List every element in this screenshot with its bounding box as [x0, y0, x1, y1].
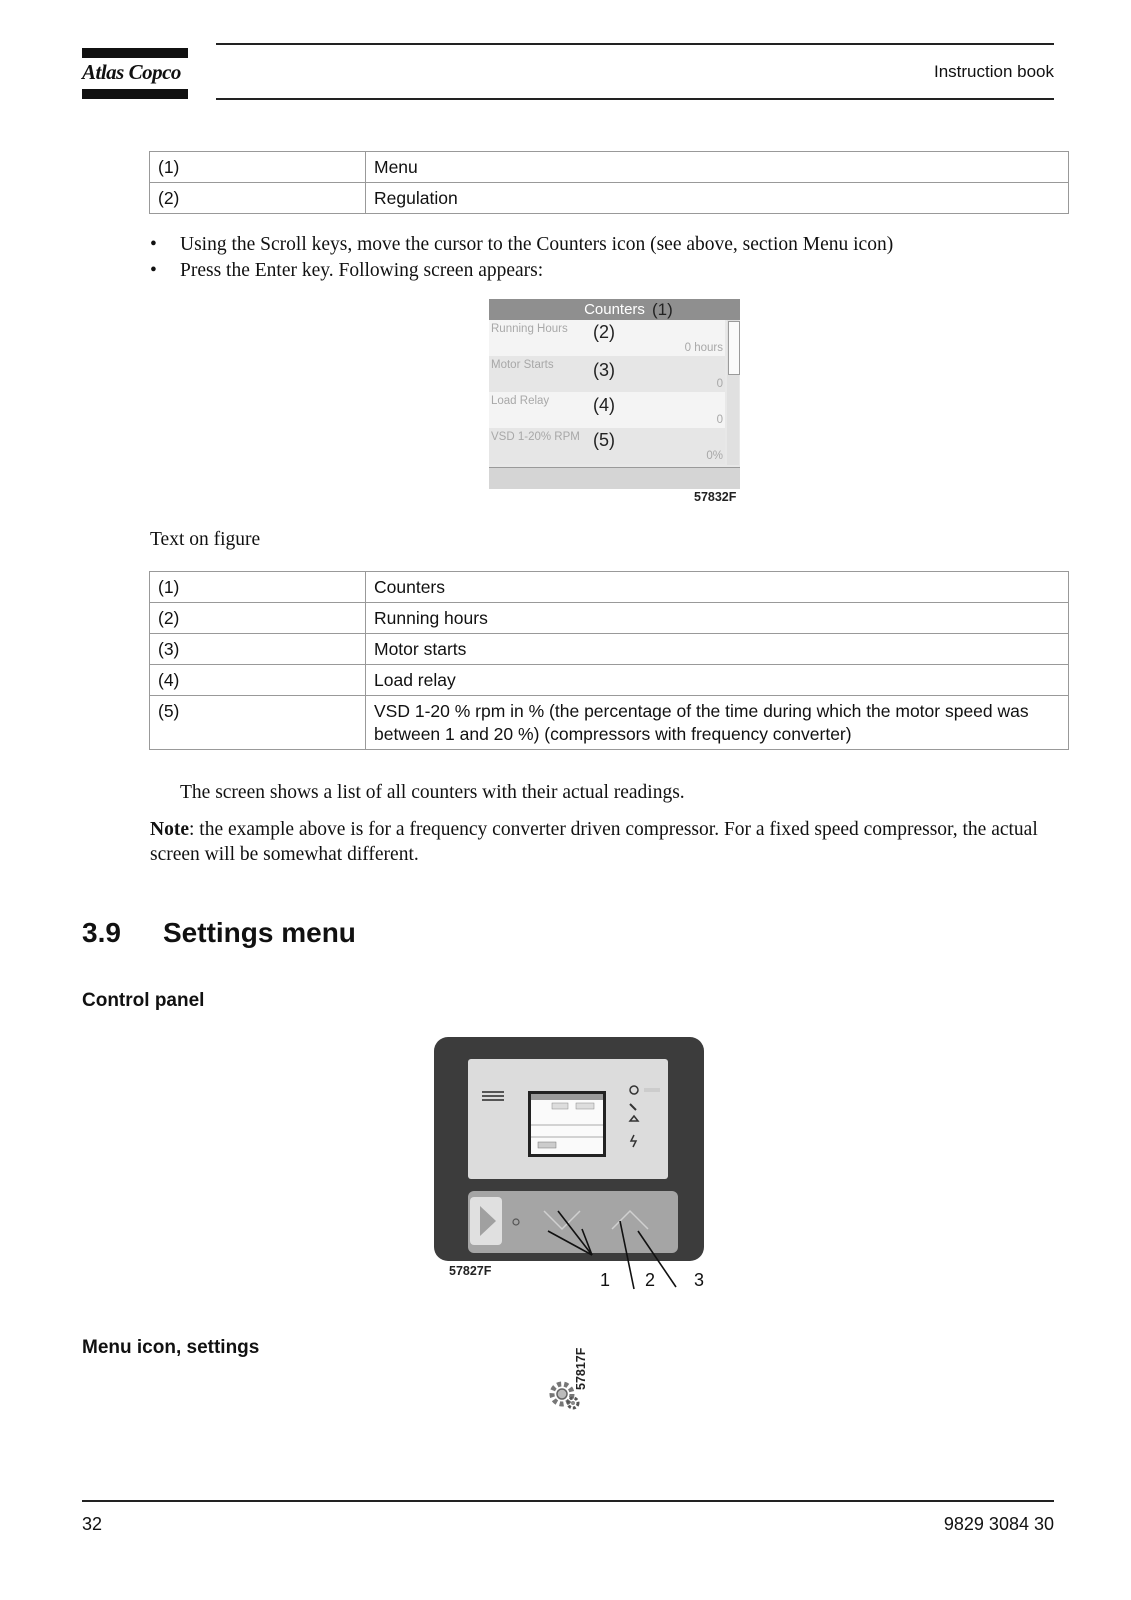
panel-figure-code: 57827F: [449, 1264, 492, 1278]
company-logo: Atlas Copco: [82, 60, 181, 84]
section-title: Settings menu: [163, 917, 356, 948]
note-text: : the example above is for a frequency converter driven compressor. For a fixed speed compressor, the actual screen will be somewhat different.: [150, 819, 1038, 865]
callout-1: (1): [652, 300, 673, 319]
logo-bar-top: [82, 48, 188, 58]
table-cell-num: (2): [150, 183, 366, 214]
page-number: 32: [82, 1514, 103, 1534]
bullet-dot-icon: •: [150, 260, 157, 281]
screen-title-text: Counters: [584, 301, 645, 318]
control-panel-drawing: [432, 1031, 722, 1301]
screen-row-label: Running Hours: [491, 323, 568, 335]
menu-icon-figure-code: 57817F: [574, 1347, 588, 1390]
callout-2: (2): [593, 322, 615, 342]
table-cell-text: Load relay: [366, 665, 1069, 696]
callout-5: (5): [593, 430, 615, 450]
table-cell-text: Running hours: [366, 603, 1069, 634]
screen-row-label: VSD 1-20% RPM: [491, 431, 580, 443]
bullet-text: Using the Scroll keys, move the cursor to the Counters icon (see above, section Menu icon): [180, 234, 894, 255]
table-row: [150, 603, 1069, 634]
screen-row-value: 0 hours: [684, 342, 723, 354]
screen-row-label: Motor Starts: [491, 359, 554, 371]
screen-scrollbar-thumb: [728, 321, 740, 375]
bullet-dot-icon: •: [150, 234, 157, 255]
callout-3: (3): [593, 360, 615, 380]
table-cell-num: (4): [150, 665, 366, 696]
table-row: [150, 152, 1069, 183]
header-title: Instruction book: [933, 62, 1054, 81]
bullet-item: [150, 232, 893, 258]
table-cell-num: (3): [150, 634, 366, 665]
note-paragraph: [150, 817, 1060, 867]
paragraph: The screen shows a list of all counters with their actual readings.: [180, 782, 685, 803]
instruction-bullets: [150, 232, 893, 284]
screen-title: [489, 299, 740, 320]
section-number: 3.9: [82, 917, 121, 948]
menu-regulation-table: [149, 151, 1069, 214]
screen-bottom-bar: [489, 467, 740, 489]
panel-callout-2: 2: [645, 1270, 656, 1290]
panel-callout-3: 3: [694, 1270, 705, 1290]
table-cell-text: Motor starts: [366, 634, 1069, 665]
text-on-figure: Text on figure: [150, 529, 261, 550]
header-rule-bottom: [216, 98, 1054, 100]
screen-row-label: Load Relay: [491, 395, 550, 407]
table-row: [150, 183, 1069, 214]
header-rule-top: [216, 43, 1054, 45]
table-cell-text: Counters: [366, 572, 1069, 603]
counters-legend-table: [149, 571, 1069, 750]
bullet-item: [150, 258, 893, 284]
callout-4: (4): [593, 395, 615, 415]
table-cell-text: Menu: [366, 152, 1069, 183]
note-label: Note: [150, 819, 189, 840]
table-cell-num: (2): [150, 603, 366, 634]
document-number: 9829 3084 30: [943, 1514, 1054, 1534]
screen-row-value: 0%: [706, 450, 723, 462]
control-panel-heading: Control panel: [82, 990, 205, 1011]
table-cell-num: (1): [150, 572, 366, 603]
footer-rule: [82, 1500, 1054, 1502]
screen-row-value: 0: [716, 378, 723, 390]
table-row: [150, 634, 1069, 665]
table-cell-num: (1): [150, 152, 366, 183]
table-row: [150, 696, 1069, 750]
table-row: [150, 572, 1069, 603]
screen-row-value: 0: [716, 414, 723, 426]
panel-callout-1: 1: [600, 1270, 611, 1290]
menu-icon-heading: Menu icon, settings: [82, 1337, 260, 1358]
table-cell-num: (5): [150, 696, 366, 750]
table-row: [150, 665, 1069, 696]
table-cell-text: VSD 1-20 % rpm in % (the percentage of the time during which the motor speed was between 1 and 20 %) (compressors with frequency converter): [366, 696, 1069, 750]
table-cell-text: Regulation: [366, 183, 1069, 214]
figure-code: 57832F: [694, 490, 737, 504]
logo-bar-bottom: [82, 89, 188, 99]
bullet-text: Press the Enter key. Following screen appears:: [180, 260, 544, 281]
